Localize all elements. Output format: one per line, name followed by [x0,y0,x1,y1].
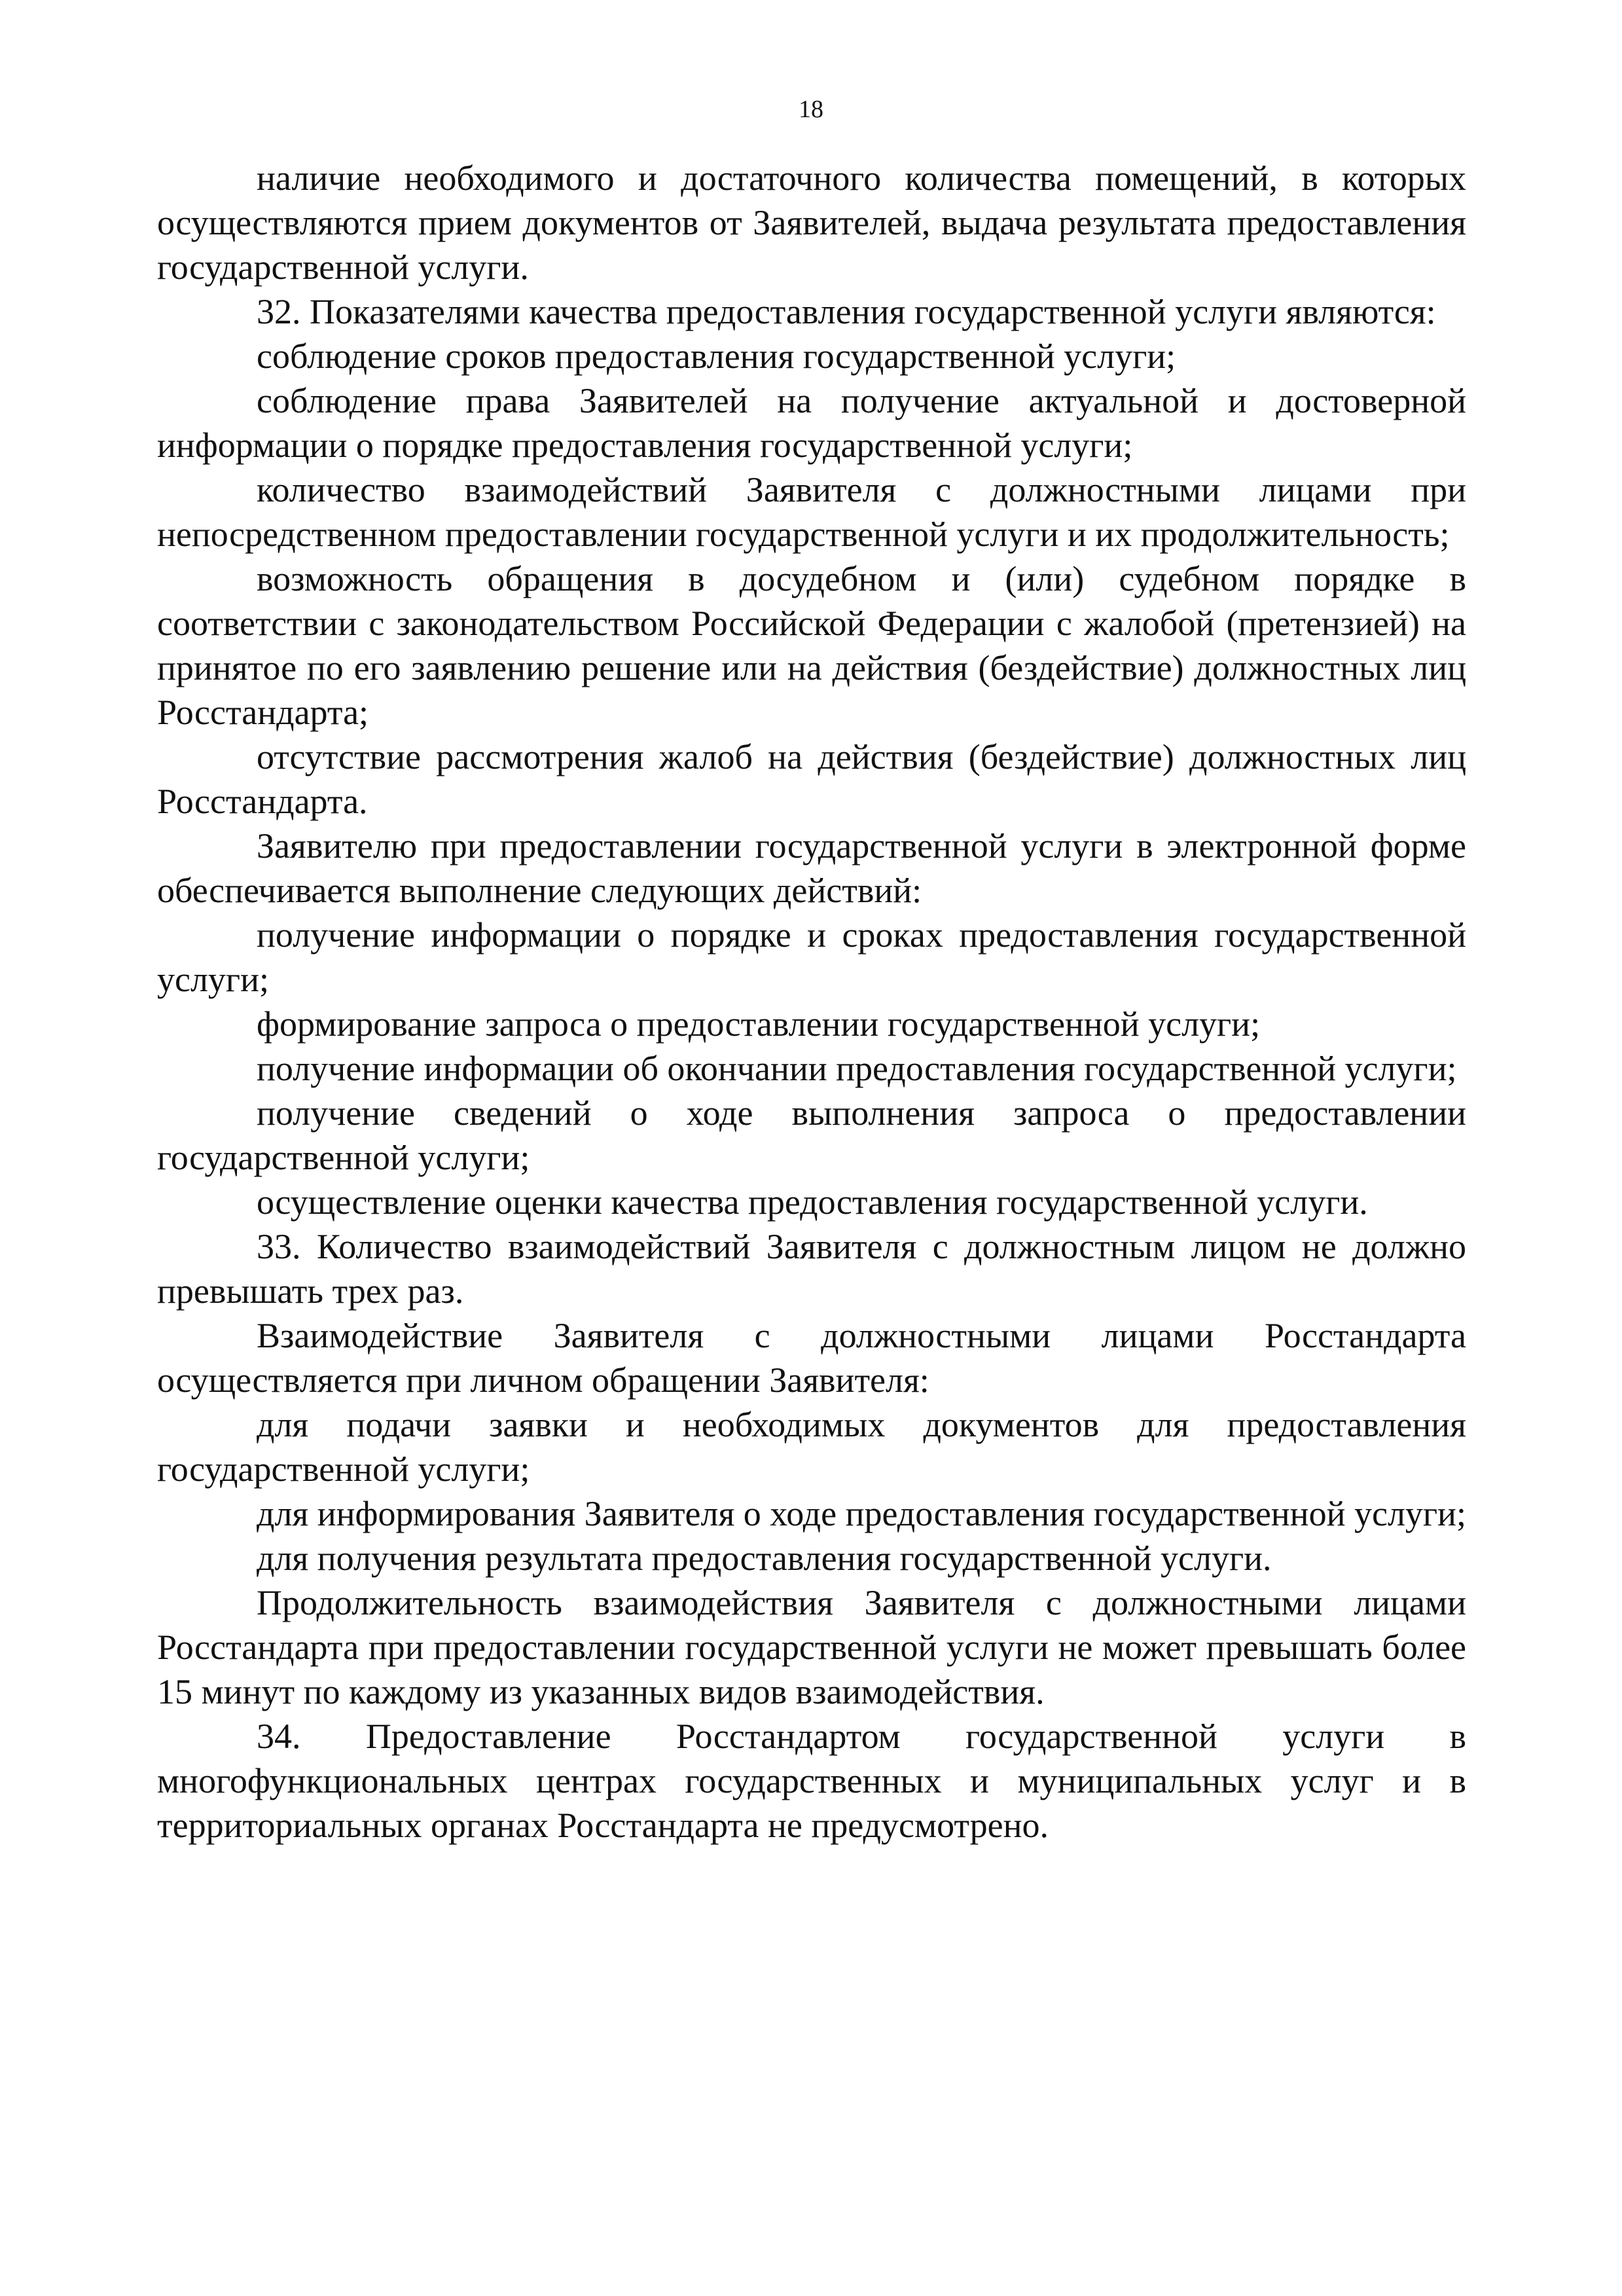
paragraph-premises: наличие необходимого и достаточного количества помещений, в которых осуществляются прием документов от Заявителей, выдача результата предоставления государственной услуги. [157,158,1466,287]
paragraph-request-progress: получение сведений о ходе выполнения запроса о предоставлении государственной услуги; [157,1093,1466,1177]
paragraph-34-mfc: 34. Предоставление Росстандартом государственной услуги в многофункциональных центрах государственных и муниципальных услуг и в территориальных органах Росстандарта не предусмотрено. [157,1717,1466,1845]
paragraph-completion-info: получение информации об окончании предоставления государственной услуги; [257,1049,1457,1088]
paragraph-information-rights: соблюдение права Заявителей на получение актуальной и достоверной информации о порядке предоставления государственной услуги; [157,381,1466,465]
paragraph-form-request: формирование запроса о предоставлении государственной услуги; [257,1004,1261,1044]
page-number: 18 [799,96,823,123]
document-body [157,156,1466,1848]
paragraph-duration: Продолжительность взаимодействия Заявителя с должностными лицами Росстандарта при предоставлении государственной услуги не может превышать более 15 минут по каждому из указанных видов взаимодействия. [157,1583,1466,1711]
paragraph-quality-evaluation: осуществление оценки качества предоставления государственной услуги. [257,1182,1368,1222]
paragraph-receive-info: получение информации о порядке и сроках предоставления государственной услуги; [157,915,1466,999]
paragraph-electronic-form: Заявителю при предоставлении государственной услуги в электронной форме обеспечивается выполнение следующих действий: [157,826,1466,910]
paragraph-progress-informing: для информирования Заявителя о ходе предоставления государственной услуги; [257,1494,1466,1533]
paragraph-appeal-possibility: возможность обращения в досудебном и (или) судебном порядке в соответствии с законодательством Российской Федерации с жалобой (претензией) на принятое по его заявлению решение или на действия (бездействие) должностных лиц Росстандарта; [157,559,1466,732]
paragraph-32-quality-indicators: 32. Показателями качества предоставления государственной услуги являются: [257,292,1436,331]
paragraph-personal-appeal: Взаимодействие Заявителя с должностными лицами Росстандарта осуществляется при личном обращении Заявителя: [157,1316,1466,1400]
paragraph-interactions-count: количество взаимодействий Заявителя с должностными лицами при непосредственном предоставлении государственной услуги и их продолжительность; [157,470,1466,554]
paragraph-obtain-result: для получения результата предоставления государственной услуги. [257,1539,1272,1578]
paragraph-submit-application: для подачи заявки и необходимых документов для предоставления государственной услуги; [157,1405,1466,1489]
paragraph-deadlines: соблюдение сроков предоставления государственной услуги; [257,337,1176,376]
paragraph-33-interaction-limit: 33. Количество взаимодействий Заявителя с должностным лицом не должно превышать трех раз. [157,1227,1466,1311]
paragraph-no-complaints: отсутствие рассмотрения жалоб на действия (бездействие) должностных лиц Росстандарта. [157,737,1466,821]
